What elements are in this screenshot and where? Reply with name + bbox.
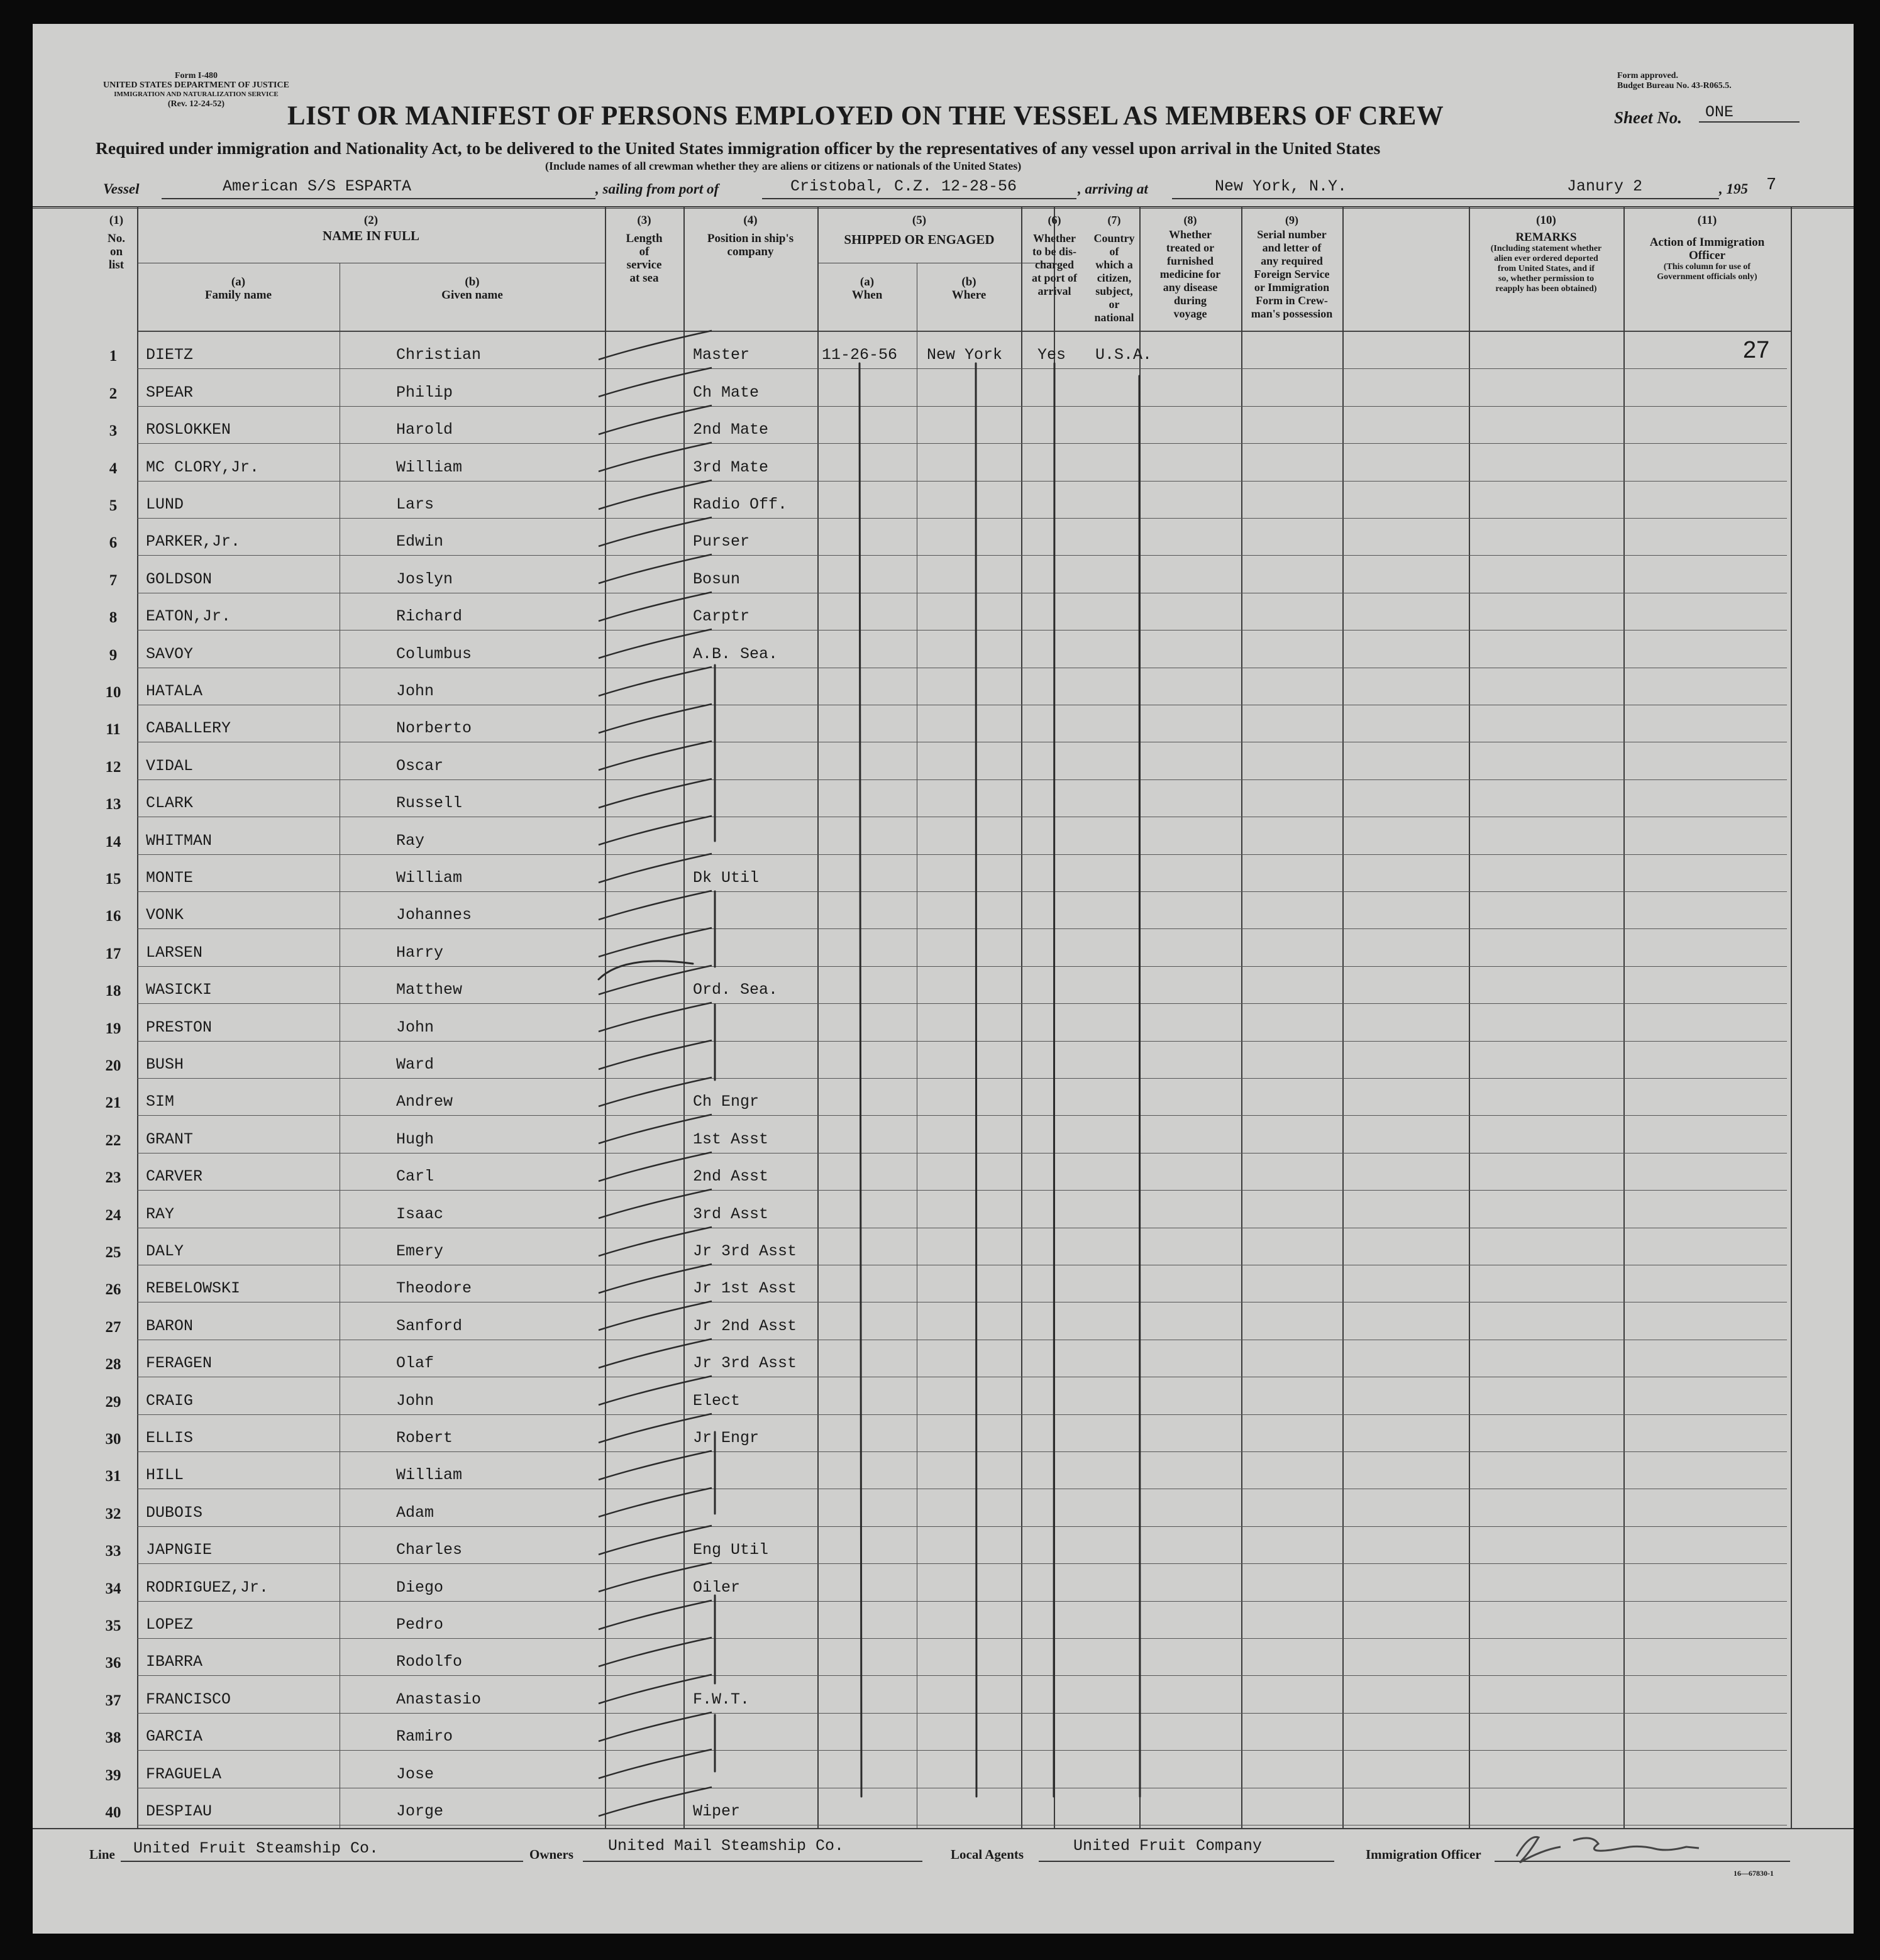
check-mark	[592, 1074, 718, 1111]
sheet-number: ONE	[1699, 103, 1800, 123]
given-name: Edwin	[396, 532, 444, 551]
check-mark	[592, 1335, 718, 1373]
row-number: 30	[105, 1430, 121, 1448]
check-mark	[592, 1559, 718, 1597]
position: Jr 2nd Asst	[693, 1316, 797, 1335]
check-mark	[592, 439, 718, 476]
check-mark	[592, 1671, 718, 1709]
form-revision: (Rev. 12-24-52)	[167, 99, 225, 109]
family-name: ELLIS	[146, 1428, 194, 1447]
family-name: GARCIA	[146, 1727, 203, 1746]
col-medicine-header: (8) Whether treated or furnished medicine for any disease during voyage	[1159, 214, 1221, 320]
row-number: 29	[105, 1393, 121, 1411]
row-number: 31	[105, 1468, 121, 1485]
row-number: 35	[105, 1617, 121, 1634]
local-agents-label: Local Agents	[951, 1847, 1024, 1862]
given-name: Jose	[396, 1765, 434, 1783]
family-name: ROSLOKKEN	[146, 421, 231, 439]
given-name: Andrew	[396, 1093, 453, 1111]
position: Elect	[693, 1391, 741, 1410]
family-name: DIETZ	[146, 346, 194, 365]
family-name: REBELOWSKI	[146, 1279, 241, 1298]
position: 3rd Mate	[693, 458, 769, 476]
given-name: Jorge	[396, 1802, 444, 1820]
row-number: 38	[105, 1729, 121, 1747]
position: Radio Off.	[693, 495, 788, 514]
given-name: Harold	[396, 421, 453, 439]
check-mark	[592, 812, 718, 850]
print-code: 16—67830-1	[1733, 1869, 1774, 1878]
given-name: Harry	[396, 943, 444, 962]
check-mark	[592, 1783, 718, 1821]
given-name: Robert	[396, 1428, 453, 1447]
service-name: IMMIGRATION AND NATURALIZATION SERVICE	[114, 91, 279, 98]
check-mark	[592, 1148, 718, 1186]
manifest-sheet	[33, 24, 1854, 1934]
position: A.B. Sea.	[693, 644, 778, 663]
vessel-label: Vessel	[103, 181, 140, 197]
row-number: 1	[109, 348, 118, 365]
page-title: LIST OR MANIFEST OF PERSONS EMPLOYED ON THE VESSEL AS MEMBERS OF CREW	[287, 101, 1444, 131]
position: Purser	[693, 532, 750, 551]
row-number: 17	[105, 945, 121, 962]
family-name: DUBOIS	[146, 1503, 203, 1522]
position: 2nd Asst	[693, 1167, 769, 1186]
check-mark	[592, 1223, 718, 1261]
col-given-name-header: (b) Given name	[441, 275, 503, 302]
position: 2nd Mate	[693, 421, 769, 439]
given-name: Ward	[396, 1055, 434, 1074]
family-name: WASICKI	[146, 981, 213, 999]
row-number: 15	[105, 870, 121, 888]
given-name: Lars	[396, 495, 434, 514]
family-name: HATALA	[146, 681, 203, 700]
family-name: IBARRA	[146, 1653, 203, 1671]
family-name: DALY	[146, 1242, 184, 1260]
col-discharged-header: (6) Whether to be dis- charged at port of arrival	[1032, 214, 1077, 297]
row-number: 12	[105, 758, 121, 776]
given-name: John	[396, 681, 434, 700]
shipped-where: New York	[927, 346, 1003, 365]
family-name: CLARK	[146, 794, 194, 813]
family-name: BUSH	[146, 1055, 184, 1074]
col-when-header: (a) When	[851, 275, 883, 302]
family-name: CABALLERY	[146, 719, 231, 738]
row-number: 25	[105, 1243, 121, 1261]
check-mark	[592, 327, 718, 365]
check-mark	[592, 588, 718, 626]
check-mark	[592, 775, 718, 813]
year-digit: 7	[1766, 176, 1777, 195]
check-mark	[592, 663, 718, 701]
given-name: Charles	[396, 1541, 463, 1560]
given-name: Theodore	[396, 1279, 472, 1298]
given-name: John	[396, 1018, 434, 1037]
check-mark	[592, 402, 718, 439]
family-name: PARKER,Jr.	[146, 532, 241, 551]
position: Oiler	[693, 1578, 741, 1597]
family-name: RODRIGUEZ,Jr.	[146, 1578, 269, 1597]
form-approved: Form approved.	[1617, 71, 1678, 80]
given-name: Rodolfo	[396, 1653, 463, 1671]
arrival-port: New York, N.Y.	[1215, 177, 1347, 195]
check-mark	[592, 1372, 718, 1410]
row-number: 26	[105, 1281, 121, 1299]
given-name: Pedro	[396, 1615, 444, 1634]
position: Wiper	[693, 1802, 741, 1820]
country: U.S.A.	[1095, 346, 1153, 365]
check-mark	[592, 1709, 718, 1746]
position: 3rd Asst	[693, 1204, 769, 1223]
row-number: 24	[105, 1206, 121, 1224]
family-name: WHITMAN	[146, 831, 213, 850]
check-mark	[592, 1186, 718, 1223]
col-position-header: (4) Position in ship's company	[707, 214, 794, 258]
given-name: Emery	[396, 1242, 444, 1260]
immigration-officer-label: Immigration Officer	[1366, 1847, 1481, 1862]
position: Jr 1st Asst	[693, 1279, 797, 1298]
col-no-header: (1) No. on list	[108, 214, 125, 272]
check-mark	[592, 962, 718, 999]
row-number: 7	[109, 571, 118, 589]
row-number: 5	[109, 497, 118, 514]
given-name: Norberto	[396, 719, 472, 738]
check-mark	[592, 887, 718, 925]
family-name: SIM	[146, 1093, 175, 1111]
given-name: Adam	[396, 1503, 434, 1522]
local-agents-name: United Fruit Company	[1073, 1837, 1263, 1855]
given-name: Ray	[396, 831, 425, 850]
position: Ch Mate	[693, 383, 760, 402]
row-number: 11	[106, 721, 121, 739]
row-number: 32	[105, 1505, 121, 1522]
row-number: 10	[105, 683, 121, 701]
family-name: SPEAR	[146, 383, 194, 402]
check-mark	[592, 1410, 718, 1448]
owners-label: Owners	[529, 1847, 573, 1862]
check-mark	[592, 1746, 718, 1783]
discharged: Yes	[1037, 346, 1066, 365]
given-name: Christian	[396, 346, 482, 365]
col-family-name-header: (a) Family name	[204, 275, 272, 302]
col-action-header: (11) Action of Immigration Officer (This column for use of Government officials only)	[1649, 214, 1765, 282]
line-name: United Fruit Steamship Co.	[133, 1839, 379, 1858]
given-name: Hugh	[396, 1130, 434, 1148]
given-name: Russell	[396, 794, 463, 813]
family-name: MONTE	[146, 868, 194, 887]
position: Eng Util	[693, 1541, 769, 1560]
arriving-label: , arriving at	[1078, 181, 1148, 197]
sheet-label: Sheet No.	[1614, 108, 1682, 127]
given-name: Isaac	[396, 1204, 444, 1223]
given-name: Carl	[396, 1167, 434, 1186]
row-number: 14	[105, 833, 121, 851]
check-mark	[592, 1522, 718, 1560]
given-name: Anastasio	[396, 1690, 482, 1709]
form-number: Form I-480	[174, 71, 218, 80]
check-mark	[592, 551, 718, 588]
position: Ch Engr	[693, 1093, 760, 1111]
check-mark	[592, 1447, 718, 1485]
family-name: FRAGUELA	[146, 1765, 222, 1783]
check-mark	[592, 1260, 718, 1298]
officer-action: 27	[1743, 337, 1770, 364]
given-name: Richard	[396, 607, 463, 626]
row-number: 4	[109, 460, 118, 477]
check-mark	[592, 1597, 718, 1634]
check-mark	[592, 700, 718, 738]
check-mark	[592, 850, 718, 888]
given-name: Oscar	[396, 756, 444, 775]
col-country-header: (7) Country of which a citizen, subject, or national	[1093, 214, 1135, 324]
family-name: LARSEN	[146, 943, 203, 962]
check-mark	[592, 1111, 718, 1148]
check-mark	[592, 1037, 718, 1074]
given-name: Ramiro	[396, 1727, 453, 1746]
row-number: 2	[109, 385, 118, 402]
row-number: 19	[105, 1020, 121, 1037]
row-number: 23	[105, 1169, 121, 1187]
row-number: 18	[105, 983, 121, 1000]
given-name: Diego	[396, 1578, 444, 1597]
row-number: 16	[105, 908, 121, 925]
family-name: VONK	[146, 906, 184, 925]
check-mark	[592, 1484, 718, 1522]
check-mark	[592, 924, 718, 962]
row-number: 3	[109, 422, 118, 440]
given-name: Joslyn	[396, 570, 453, 588]
check-mark	[592, 1297, 718, 1335]
family-name: GOLDSON	[146, 570, 213, 588]
row-number: 6	[109, 534, 118, 552]
sailing-label: , sailing from port of	[595, 181, 719, 197]
given-name: William	[396, 868, 463, 887]
row-number: 34	[105, 1580, 121, 1597]
given-name: William	[396, 458, 463, 476]
row-number: 8	[109, 609, 118, 627]
position: Jr Engr	[693, 1428, 760, 1447]
check-mark	[592, 476, 718, 514]
family-name: GRANT	[146, 1130, 194, 1148]
position: Ord. Sea.	[693, 981, 778, 999]
position: Jr 3rd Asst	[693, 1242, 797, 1260]
officer-signature	[1504, 1828, 1711, 1872]
check-mark	[592, 1634, 718, 1671]
family-name: FRANCISCO	[146, 1690, 231, 1709]
row-number: 39	[105, 1766, 121, 1784]
family-name: LOPEZ	[146, 1615, 194, 1634]
family-name: FERAGEN	[146, 1354, 213, 1373]
col-remarks-header: (10) REMARKS (Including statement whether alien ever ordered deported from United States, and if so, whether permission to reapply has been obtained)	[1490, 214, 1602, 294]
row-number: 22	[105, 1131, 121, 1149]
year-prefix: , 195	[1719, 181, 1748, 197]
position: Jr 3rd Asst	[693, 1354, 797, 1373]
row-number: 33	[105, 1543, 121, 1560]
department-name: UNITED STATES DEPARTMENT OF JUSTICE	[103, 80, 289, 90]
row-number: 9	[109, 646, 118, 664]
family-name: LUND	[146, 495, 184, 514]
family-name: JAPNGIE	[146, 1541, 213, 1560]
given-name: Columbus	[396, 644, 472, 663]
row-number: 40	[105, 1803, 121, 1821]
position: Bosun	[693, 570, 741, 588]
owners-name: United Mail Steamship Co.	[608, 1837, 844, 1855]
vessel-name: American S/S ESPARTA	[223, 177, 412, 195]
check-mark	[592, 625, 718, 663]
subtitle: Required under immigration and Nationality Act, to be delivered to the United States immigration officer by the representatives of any vessel upon arrival in the United States	[96, 138, 1381, 158]
family-name: EATON,Jr.	[146, 607, 231, 626]
col-length-header: (3) Length of service at sea	[626, 214, 663, 285]
family-name: HILL	[146, 1466, 184, 1485]
family-name: CARVER	[146, 1167, 203, 1186]
line-label: Line	[89, 1847, 115, 1862]
position: 1st Asst	[693, 1130, 769, 1148]
given-name: Sanford	[396, 1316, 463, 1335]
row-number: 13	[105, 796, 121, 813]
family-name: DESPIAU	[146, 1802, 213, 1820]
col-where-header: (b) Where	[951, 275, 987, 302]
check-mark	[592, 737, 718, 775]
row-number: 20	[105, 1057, 121, 1074]
family-name: RAY	[146, 1204, 175, 1223]
position: F.W.T.	[693, 1690, 750, 1709]
departure-port: Cristobal, C.Z. 12-28-56	[790, 177, 1017, 195]
row-number: 28	[105, 1356, 121, 1374]
position: Master	[693, 346, 750, 365]
row-number: 21	[105, 1094, 121, 1112]
given-name: William	[396, 1466, 463, 1485]
handwritten-marks	[33, 24, 1854, 1934]
given-name: John	[396, 1391, 434, 1410]
check-mark	[592, 364, 718, 402]
family-name: BARON	[146, 1316, 194, 1335]
row-number: 36	[105, 1654, 121, 1672]
given-name: Olaf	[396, 1354, 434, 1373]
col-name-header: (2) NAME IN FULL	[322, 214, 419, 243]
col-serial-header: (9) Serial number and letter of any required Foreign Service or Immigration Form in Crew- man's possession	[1251, 214, 1333, 320]
arrival-date: Janury 2	[1567, 177, 1643, 195]
position: Dk Util	[693, 868, 760, 887]
col-shipped-header: (5) SHIPPED OR ENGAGED	[844, 214, 995, 247]
family-name: SAVOY	[146, 644, 194, 663]
check-mark	[592, 514, 718, 551]
row-number: 37	[105, 1692, 121, 1709]
shipped-when: 11-26-56	[822, 346, 898, 365]
position: Carptr	[693, 607, 750, 626]
check-mark	[592, 999, 718, 1037]
family-name: MC CLORY,Jr.	[146, 458, 260, 476]
given-name: Johannes	[396, 906, 472, 925]
given-name: Philip	[396, 383, 453, 402]
family-name: PRESTON	[146, 1018, 213, 1037]
family-name: CRAIG	[146, 1391, 194, 1410]
given-name: Matthew	[396, 981, 463, 999]
family-name: VIDAL	[146, 756, 194, 775]
row-number: 27	[105, 1318, 121, 1336]
budget-bureau-number: Budget Bureau No. 43-R065.5.	[1617, 81, 1732, 91]
subtitle-note: (Include names of all crewman whether they are aliens or citizens or nationals of the United States)	[545, 160, 1022, 172]
